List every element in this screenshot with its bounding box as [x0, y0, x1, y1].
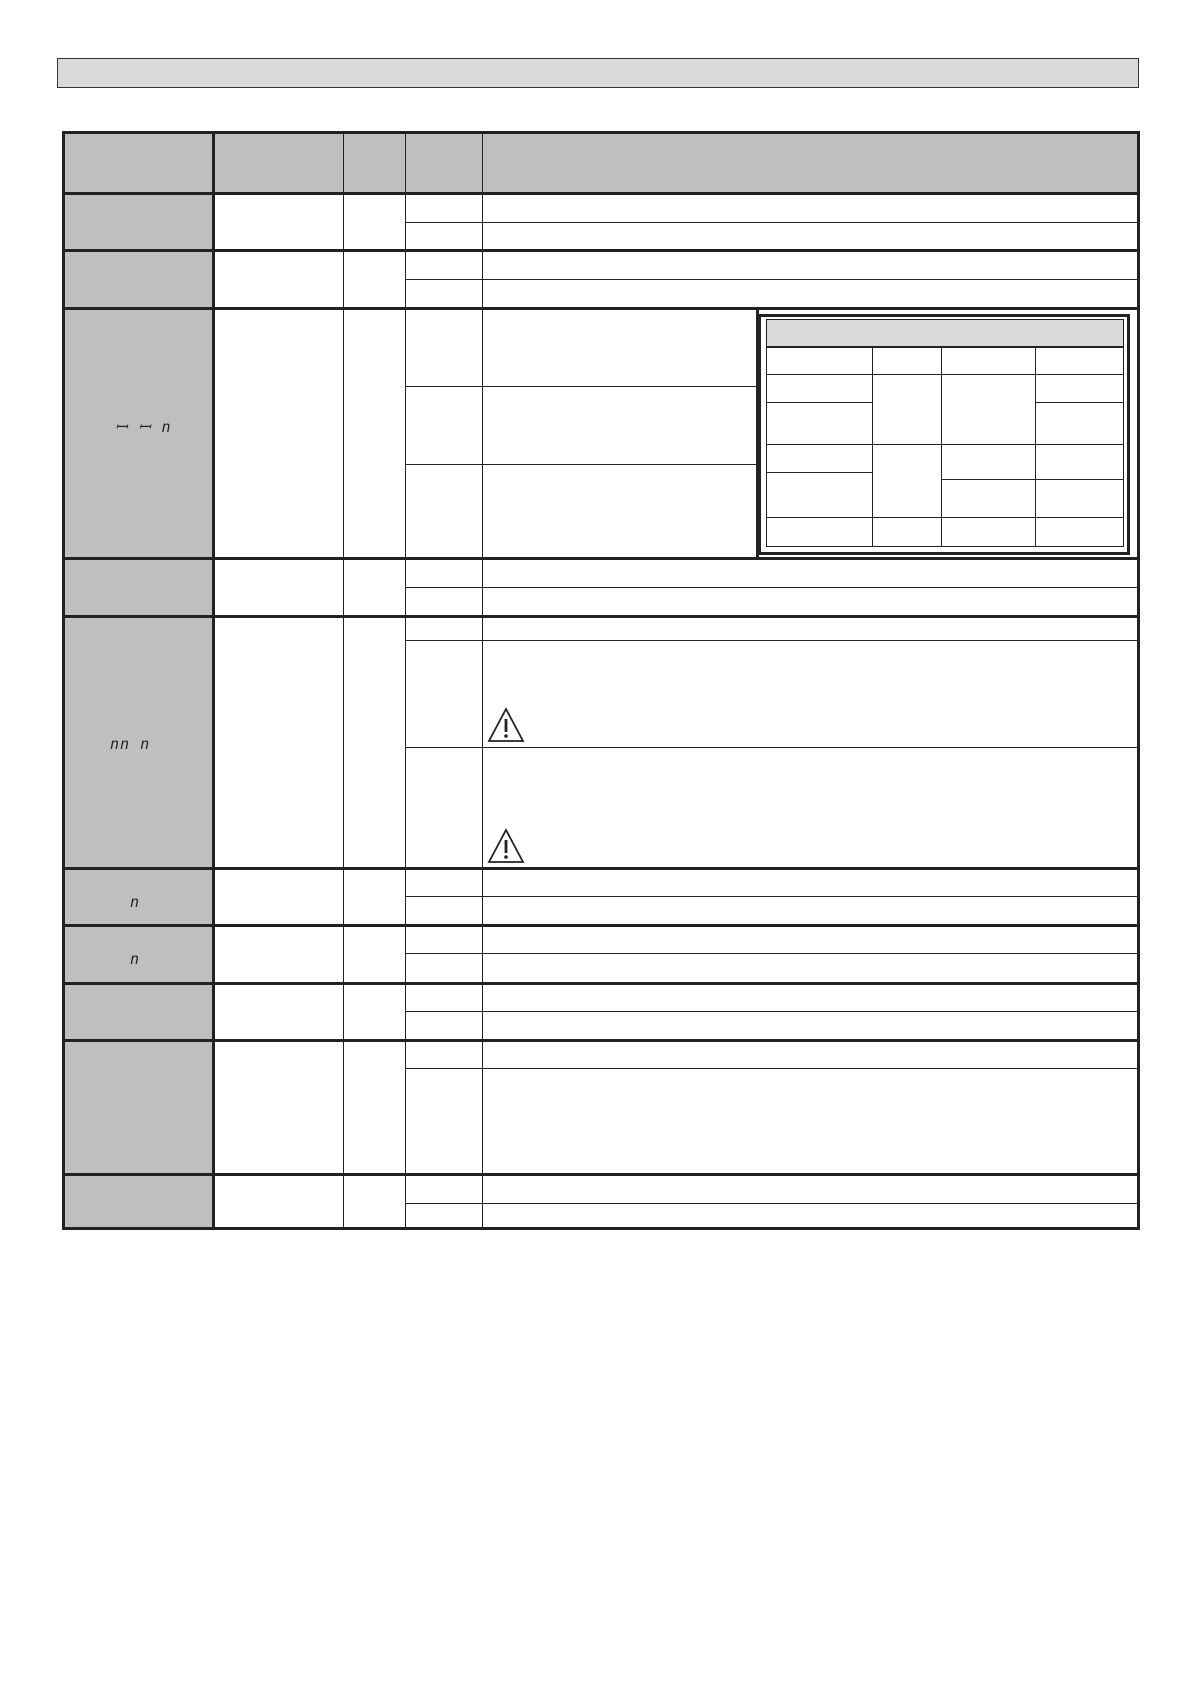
inner-cell — [1035, 402, 1124, 445]
warning-triangle-icon — [487, 707, 525, 743]
row-divider — [62, 557, 1140, 560]
inner-cell — [1035, 444, 1124, 480]
option-divider — [405, 896, 1140, 897]
option-divider — [405, 953, 1140, 954]
parameter-table — [62, 131, 1140, 1230]
inner-cell — [1035, 517, 1124, 547]
inner-cell — [766, 402, 873, 445]
param-symbol-row3: ꟷ ꟷ n — [115, 418, 172, 436]
column-header-4 — [405, 131, 482, 193]
option-divider — [405, 747, 1140, 748]
inner-cell — [941, 517, 1036, 547]
column-header-1 — [62, 131, 214, 193]
inner-cell — [1035, 479, 1124, 518]
parameter-column — [62, 193, 214, 1230]
inner-cell — [941, 374, 1036, 445]
option-divider — [405, 222, 1140, 223]
option-divider — [405, 587, 1140, 588]
inner-header-cell — [941, 347, 1036, 375]
row-divider — [62, 615, 1140, 618]
option-divider — [405, 279, 1140, 280]
inner-cell — [766, 517, 873, 547]
param-symbol-row5: nn n — [110, 735, 151, 753]
column-divider — [482, 131, 483, 1230]
inner-cell — [766, 374, 873, 403]
param-symbol-row6: n — [130, 893, 141, 911]
column-divider — [343, 131, 344, 1230]
param-symbol-row7: n — [130, 950, 141, 968]
column-divider — [405, 131, 406, 1230]
inner-header-cell — [872, 347, 942, 375]
row-divider — [62, 982, 1140, 985]
inner-header-cell — [1035, 347, 1124, 375]
row-divider — [62, 249, 1140, 252]
inner-cell — [941, 479, 1036, 518]
option-divider — [405, 464, 757, 465]
inner-cell — [766, 444, 873, 473]
row-divider — [62, 192, 1140, 195]
row-divider — [62, 867, 1140, 870]
option-divider — [405, 1011, 1140, 1012]
column-header-2 — [214, 131, 343, 193]
column-header-5 — [482, 131, 1140, 193]
row-divider — [62, 1173, 1140, 1176]
inner-cell — [941, 444, 1036, 480]
column-divider — [212, 131, 215, 1230]
page-header-bar — [57, 58, 1139, 88]
inner-header-cell — [766, 347, 873, 375]
row-divider — [62, 307, 1140, 310]
option-divider — [405, 1068, 1140, 1069]
option-divider — [405, 640, 1140, 641]
row-divider — [62, 1039, 1140, 1042]
inner-cell — [872, 517, 942, 547]
warning-triangle-icon — [487, 828, 525, 864]
inner-cell — [872, 374, 942, 445]
inner-cell — [1035, 374, 1124, 403]
inner-cell — [766, 472, 873, 518]
inner-cell — [872, 444, 942, 518]
column-header-3 — [343, 131, 405, 193]
inner-table-title — [766, 319, 1124, 347]
row-divider — [62, 924, 1140, 927]
option-divider — [405, 386, 757, 387]
option-divider — [405, 1203, 1140, 1204]
